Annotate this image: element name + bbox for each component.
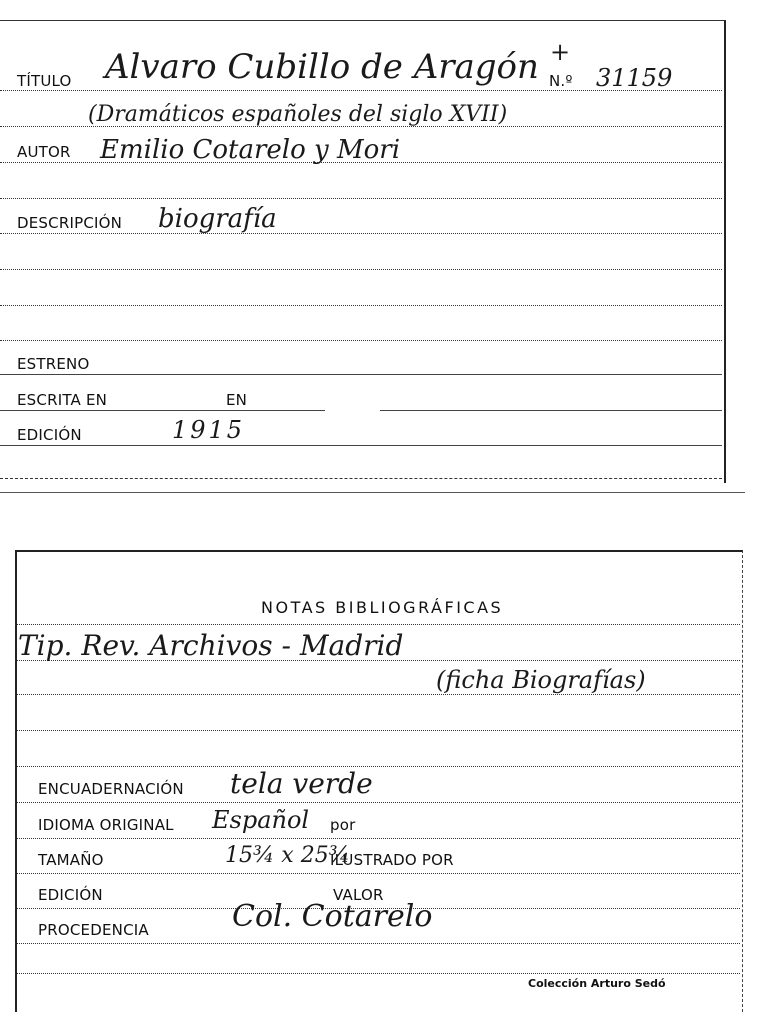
rule-line — [0, 269, 722, 270]
handwritten-title: Alvaro Cubillo de Aragón — [105, 47, 539, 87]
handwritten-size: 15¾ x 25¾ — [225, 843, 351, 868]
rule-line — [15, 624, 740, 625]
rule-line — [15, 873, 740, 874]
label-encuadernacion: ENCUADERNACIÓN — [38, 780, 184, 798]
label-estreno: ESTRENO — [17, 355, 90, 373]
handwritten-provenance: Col. Cotarelo — [232, 899, 433, 934]
rule-line — [0, 198, 722, 199]
notes-heading: NOTAS BIBLIOGRÁFICAS — [261, 598, 504, 617]
handwritten-description: biografía — [158, 204, 277, 234]
card-separator — [0, 492, 745, 493]
label-escrita-en: ESCRITA EN — [17, 391, 108, 409]
rule-line — [0, 374, 722, 375]
rule-line — [15, 838, 740, 839]
rule-line — [15, 694, 740, 695]
label-numero: N.º — [549, 72, 573, 90]
rule-line — [0, 478, 722, 479]
label-edicion: EDICIÓN — [17, 426, 82, 444]
collection-footer: Colección Arturo Sedó — [528, 977, 666, 990]
rule-line — [15, 730, 740, 731]
handwritten-author: Emilio Cotarelo y Mori — [100, 135, 401, 165]
cross-mark: + — [550, 38, 571, 66]
label-ilustrado-por: ILUSTRADO POR — [330, 851, 454, 869]
catalog-card-bottom — [0, 540, 759, 1010]
label-autor: AUTOR — [17, 143, 71, 161]
rule-line — [0, 233, 722, 234]
handwritten-subtitle: (Dramáticos españoles del siglo XVII) — [88, 102, 508, 127]
handwritten-number: 31159 — [596, 64, 673, 92]
rule-line — [380, 410, 722, 411]
label-por: por — [330, 816, 356, 834]
catalog-card-top — [0, 0, 759, 495]
label-procedencia: PROCEDENCIA — [38, 921, 149, 939]
rule-line — [15, 802, 740, 803]
label-edicion: EDICIÓN — [38, 886, 103, 904]
rule-line — [0, 305, 722, 306]
handwritten-notes-line2: (ficha Biografías) — [436, 666, 646, 694]
handwritten-edition-year: 1915 — [172, 416, 246, 444]
label-titulo: TÍTULO — [17, 72, 72, 90]
rule-line — [0, 340, 722, 341]
label-descripcion: DESCRIPCIÓN — [17, 214, 123, 232]
rule-line — [15, 943, 740, 944]
label-en: EN — [226, 391, 248, 409]
label-valor: VALOR — [333, 886, 384, 904]
rule-line — [15, 766, 740, 767]
handwritten-language: Español — [212, 806, 310, 834]
label-tamano: TAMAÑO — [38, 851, 104, 869]
rule-line — [0, 445, 722, 446]
rule-line — [15, 973, 740, 974]
handwritten-binding: tela verde — [230, 767, 373, 800]
rule-line — [0, 410, 325, 411]
label-idioma-original: IDIOMA ORIGINAL — [38, 816, 174, 834]
handwritten-notes-line1: Tip. Rev. Archivos - Madrid — [18, 629, 404, 662]
